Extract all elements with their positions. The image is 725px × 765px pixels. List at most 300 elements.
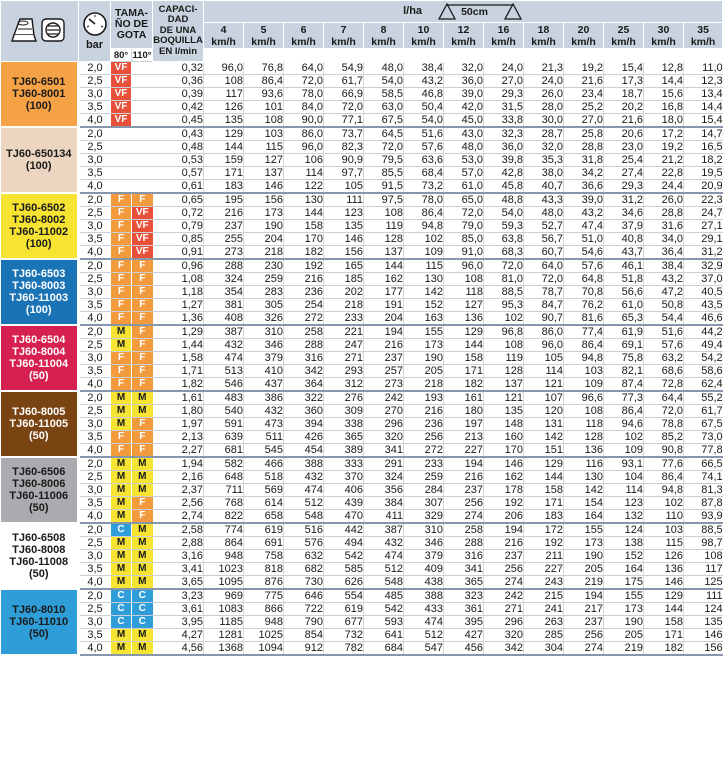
spacing-label: 50cm <box>461 5 488 18</box>
rate-value-8kmh: 67,5 <box>364 114 404 128</box>
rate-value-16kmh: 63,8 <box>484 233 524 246</box>
capacity-value: 1,61 <box>153 391 204 405</box>
rate-value-12kmh: 237 <box>444 484 484 497</box>
rate-value-7kmh: 66,9 <box>324 88 364 101</box>
rate-value-20kmh: 23,4 <box>564 88 604 101</box>
rate-value-6kmh: 192 <box>284 259 324 273</box>
speed-value: 16 <box>497 23 510 36</box>
rate-value-4kmh: 171 <box>204 167 244 180</box>
rate-value-10kmh: 216 <box>404 405 444 418</box>
capacity-value: 2,16 <box>153 471 204 484</box>
speed-value: 4 <box>220 23 227 36</box>
rate-value-12kmh: 57,0 <box>444 167 484 180</box>
rate-value-10kmh: 233 <box>404 457 444 471</box>
rate-value-35kmh: 111 <box>684 589 723 603</box>
table-row <box>1 378 723 392</box>
rate-value-4kmh: 582 <box>204 457 244 471</box>
rate-value-16kmh: 216 <box>484 537 524 550</box>
rate-value-6kmh: 394 <box>284 418 324 431</box>
rate-value-35kmh: 54,2 <box>684 352 723 365</box>
rate-value-35kmh: 146 <box>684 629 723 642</box>
pressure-value: 2,0 <box>79 259 111 273</box>
rate-value-7kmh: 105 <box>324 180 364 194</box>
rate-value-10kmh: 409 <box>404 563 444 576</box>
rate-value-12kmh: 61,0 <box>444 180 484 194</box>
rate-value-6kmh: 646 <box>284 589 324 603</box>
rate-value-10kmh: 438 <box>404 576 444 590</box>
rate-value-5kmh: 204 <box>244 233 284 246</box>
droplet-size-80: M <box>111 339 132 352</box>
rate-value-4kmh: 822 <box>204 510 244 524</box>
rate-value-30kmh: 94,8 <box>644 484 684 497</box>
rate-value-5kmh: 190 <box>244 220 284 233</box>
rate-value-35kmh: 124 <box>684 603 723 616</box>
rate-value-7kmh: 626 <box>324 576 364 590</box>
rate-value-18kmh: 151 <box>524 444 564 458</box>
rate-value-10kmh: 43,2 <box>404 75 444 88</box>
rate-value-35kmh: 66,5 <box>684 457 723 471</box>
pressure-value: 2,0 <box>79 325 111 339</box>
droplet-size-110 <box>132 141 153 154</box>
droplet-size-110: F <box>132 510 153 524</box>
rate-value-4kmh: 483 <box>204 391 244 405</box>
capacity-value: 1,94 <box>153 457 204 471</box>
pressure-value: 3,5 <box>79 233 111 246</box>
rate-value-35kmh: 12,3 <box>684 75 723 88</box>
capacity-value: 0,61 <box>153 180 204 194</box>
nozzle-model-label: TJ60-11002 <box>9 226 69 238</box>
rate-value-25kmh: 205 <box>604 629 644 642</box>
rate-value-16kmh: 42,8 <box>484 167 524 180</box>
table-row <box>1 154 723 167</box>
table-row <box>1 273 723 286</box>
rate-value-6kmh: 78,0 <box>284 88 324 101</box>
rate-value-30kmh: 50,8 <box>644 299 684 312</box>
rate-value-30kmh: 182 <box>644 642 684 656</box>
rate-value-25kmh: 61,9 <box>604 325 644 339</box>
speed-value: 35 <box>697 23 709 36</box>
rate-value-35kmh: 14,4 <box>684 101 723 114</box>
rate-value-6kmh: 144 <box>284 207 324 220</box>
rate-value-16kmh: 192 <box>484 497 524 510</box>
rate-value-35kmh: 40,5 <box>684 286 723 299</box>
nozzle-model-cell <box>1 589 79 655</box>
rate-value-20kmh: 28,8 <box>564 141 604 154</box>
rate-value-30kmh: 38,4 <box>644 259 684 273</box>
rate-value-7kmh: 97,7 <box>324 167 364 180</box>
rate-value-18kmh: 183 <box>524 510 564 524</box>
rate-value-7kmh: 218 <box>324 299 364 312</box>
droplet-size-110: M <box>132 523 153 537</box>
angle-110-header: 110° <box>132 49 152 61</box>
rate-value-35kmh: 62,4 <box>684 378 723 392</box>
rate-value-8kmh: 63,0 <box>364 101 404 114</box>
rate-value-8kmh: 474 <box>364 550 404 563</box>
rate-value-30kmh: 54,4 <box>644 312 684 326</box>
table-row <box>1 471 723 484</box>
table-row <box>1 259 723 273</box>
nozzle-model-label: (50) <box>28 370 49 382</box>
droplet-size-110: F <box>132 325 153 339</box>
rate-value-25kmh: 164 <box>604 563 644 576</box>
rate-value-25kmh: 31,2 <box>604 193 644 207</box>
rate-value-10kmh: 193 <box>404 391 444 405</box>
rate-value-35kmh: 125 <box>684 576 723 590</box>
nozzle-model-label: TJ60-11008 <box>9 556 69 568</box>
nozzle-model-label: TJ60-6502 <box>12 202 66 214</box>
rate-value-35kmh: 55,2 <box>684 391 723 405</box>
rate-value-25kmh: 29,3 <box>604 180 644 194</box>
table-row <box>1 207 723 220</box>
rate-value-5kmh: 127 <box>244 154 284 167</box>
rate-value-35kmh: 73,0 <box>684 431 723 444</box>
rate-value-7kmh: 542 <box>324 550 364 563</box>
droplet-size-110: F <box>132 193 153 207</box>
rate-value-12kmh: 108 <box>444 273 484 286</box>
rate-value-12kmh: 36,0 <box>444 75 484 88</box>
pressure-value: 4,0 <box>79 114 111 128</box>
rate-value-6kmh: 388 <box>284 457 324 471</box>
rate-value-10kmh: 155 <box>404 325 444 339</box>
rate-value-7kmh: 146 <box>324 233 364 246</box>
rate-value-7kmh: 293 <box>324 365 364 378</box>
rate-value-8kmh: 54,0 <box>364 75 404 88</box>
rate-value-16kmh: 274 <box>484 576 524 590</box>
droplet-header-line3: GOTA <box>116 29 147 41</box>
rate-value-20kmh: 39,0 <box>564 193 604 207</box>
rate-value-12kmh: 316 <box>444 550 484 563</box>
rate-value-5kmh: 545 <box>244 444 284 458</box>
rate-value-12kmh: 144 <box>444 339 484 352</box>
rate-value-8kmh: 108 <box>364 207 404 220</box>
rate-value-10kmh: 259 <box>404 471 444 484</box>
capacity-value: 0,57 <box>153 167 204 180</box>
speed-header-5 <box>244 23 284 49</box>
rate-value-10kmh: 38,4 <box>404 62 444 75</box>
speed-header-8 <box>364 23 404 49</box>
rate-value-6kmh: 516 <box>284 523 324 537</box>
rate-value-6kmh: 576 <box>284 537 324 550</box>
droplet-size-110 <box>132 180 153 194</box>
capacity-header-line1: CAPACI- <box>158 3 198 15</box>
pressure-value: 2,5 <box>79 75 111 88</box>
table-row <box>1 299 723 312</box>
rate-value-16kmh: 68,3 <box>484 246 524 260</box>
capacity-header-line3: DE UNA <box>159 24 197 36</box>
rate-value-16kmh: 320 <box>484 629 524 642</box>
rate-value-20kmh: 108 <box>564 405 604 418</box>
rate-value-25kmh: 87,4 <box>604 378 644 392</box>
table-row <box>1 510 723 524</box>
table-row <box>1 127 723 141</box>
pressure-gauge-icon <box>82 11 108 37</box>
rate-value-4kmh: 129 <box>204 127 244 141</box>
rate-value-30kmh: 86,4 <box>644 471 684 484</box>
rate-value-20kmh: 36,6 <box>564 180 604 194</box>
droplet-size-80: M <box>111 537 132 550</box>
speed-header-6 <box>284 23 324 49</box>
rate-value-6kmh: 548 <box>284 510 324 524</box>
rate-value-10kmh: 46,8 <box>404 88 444 101</box>
rate-value-20kmh: 237 <box>564 616 604 629</box>
rate-value-12kmh: 274 <box>444 510 484 524</box>
rate-value-12kmh: 197 <box>444 418 484 431</box>
rate-value-4kmh: 969 <box>204 589 244 603</box>
rate-value-18kmh: 172 <box>524 523 564 537</box>
rate-value-20kmh: 86,4 <box>564 339 604 352</box>
droplet-size-80 <box>111 154 132 167</box>
rate-value-35kmh: 46,6 <box>684 312 723 326</box>
rate-value-12kmh: 53,0 <box>444 154 484 167</box>
droplet-size-80: M <box>111 457 132 471</box>
rate-value-30kmh: 34,0 <box>644 233 684 246</box>
rate-value-20kmh: 142 <box>564 484 604 497</box>
droplet-size-80: F <box>111 444 132 458</box>
rate-value-35kmh: 15,4 <box>684 114 723 128</box>
droplet-size-110 <box>132 127 153 141</box>
rate-value-12kmh: 256 <box>444 497 484 510</box>
rate-value-7kmh: 233 <box>324 312 364 326</box>
rate-value-5kmh: 614 <box>244 497 284 510</box>
rate-value-16kmh: 72,0 <box>484 259 524 273</box>
rate-value-5kmh: 758 <box>244 550 284 563</box>
table-row <box>1 75 723 88</box>
rate-value-16kmh: 194 <box>484 523 524 537</box>
rate-value-30kmh: 72,0 <box>644 405 684 418</box>
rate-value-7kmh: 82,3 <box>324 141 364 154</box>
rate-value-25kmh: 155 <box>604 589 644 603</box>
rate-value-12kmh: 96,0 <box>444 259 484 273</box>
rate-value-4kmh: 768 <box>204 497 244 510</box>
capacity-value: 0,43 <box>153 127 204 141</box>
nozzle-model-label: (100) <box>25 100 52 112</box>
rate-value-12kmh: 395 <box>444 616 484 629</box>
droplet-size-80: F <box>111 193 132 207</box>
rate-value-8kmh: 97,5 <box>364 193 404 207</box>
rate-value-35kmh: 22,3 <box>684 193 723 207</box>
rate-value-10kmh: 57,6 <box>404 141 444 154</box>
capacity-value: 0,72 <box>153 207 204 220</box>
capacity-value: 2,74 <box>153 510 204 524</box>
rate-value-35kmh: 32,9 <box>684 259 723 273</box>
rate-value-4kmh: 681 <box>204 444 244 458</box>
speed-header-35 <box>684 23 723 49</box>
capacity-value: 2,56 <box>153 497 204 510</box>
rate-value-10kmh: 329 <box>404 510 444 524</box>
rate-value-7kmh: 370 <box>324 471 364 484</box>
rate-value-4kmh: 273 <box>204 246 244 260</box>
table-row <box>1 537 723 550</box>
rate-value-25kmh: 34,6 <box>604 207 644 220</box>
rate-value-4kmh: 183 <box>204 180 244 194</box>
pressure-value: 2,0 <box>79 391 111 405</box>
rate-value-4kmh: 324 <box>204 273 244 286</box>
rate-value-6kmh: 114 <box>284 167 324 180</box>
rate-value-5kmh: 1025 <box>244 629 284 642</box>
capacity-value: 0,42 <box>153 101 204 114</box>
rate-value-7kmh: 202 <box>324 286 364 299</box>
rate-value-20kmh: 34,2 <box>564 167 604 180</box>
rate-value-5kmh: 948 <box>244 616 284 629</box>
rate-value-20kmh: 136 <box>564 444 604 458</box>
rate-value-12kmh: 42,0 <box>444 101 484 114</box>
droplet-size-110: M <box>132 457 153 471</box>
droplet-size-80: M <box>111 325 132 339</box>
droplet-size-80: F <box>111 378 132 392</box>
droplet-size-110: F <box>132 299 153 312</box>
nozzle-model-label: TJ60-8003 <box>12 280 66 292</box>
droplet-size-110: C <box>132 603 153 616</box>
rate-value-6kmh: 474 <box>284 484 324 497</box>
droplet-size-110 <box>132 88 153 101</box>
rate-value-16kmh: 54,0 <box>484 207 524 220</box>
rate-value-8kmh: 216 <box>364 339 404 352</box>
rate-value-10kmh: 346 <box>404 537 444 550</box>
rate-value-16kmh: 148 <box>484 418 524 431</box>
rate-value-20kmh: 47,4 <box>564 220 604 233</box>
rate-value-18kmh: 48,0 <box>524 207 564 220</box>
nozzle-model-label: TJ60-650134 <box>6 148 72 160</box>
rate-value-12kmh: 136 <box>444 312 484 326</box>
rate-value-6kmh: 84,0 <box>284 101 324 114</box>
pressure-value: 2,0 <box>79 193 111 207</box>
rate-value-30kmh: 144 <box>644 603 684 616</box>
nozzle-model-label: TJ60-6504 <box>12 334 66 346</box>
rate-value-18kmh: 28,0 <box>524 101 564 114</box>
nozzle-model-label: TJ60-8005 <box>12 406 66 418</box>
droplet-size-110: M <box>132 537 153 550</box>
rate-value-18kmh: 35,3 <box>524 154 564 167</box>
speed-header-25 <box>604 23 644 49</box>
rate-value-16kmh: 24,0 <box>484 62 524 75</box>
capacity-value: 0,96 <box>153 259 204 273</box>
droplet-size-80: VF <box>111 88 132 101</box>
droplet-size-110: VF <box>132 220 153 233</box>
rate-value-7kmh: 782 <box>324 642 364 656</box>
rate-value-7kmh: 470 <box>324 510 364 524</box>
nozzle-model-label: TJ60-11006 <box>9 490 69 502</box>
table-row <box>1 629 723 642</box>
rate-value-7kmh: 247 <box>324 339 364 352</box>
rate-value-18kmh: 78,7 <box>524 286 564 299</box>
rate-value-10kmh: 152 <box>404 299 444 312</box>
speed-value: 18 <box>537 23 550 36</box>
rate-value-8kmh: 237 <box>364 352 404 365</box>
rate-value-7kmh: 271 <box>324 352 364 365</box>
rate-value-4kmh: 540 <box>204 405 244 418</box>
droplet-size-80: M <box>111 576 132 590</box>
rate-value-30kmh: 146 <box>644 576 684 590</box>
rate-value-18kmh: 105 <box>524 352 564 365</box>
rate-value-30kmh: 31,6 <box>644 220 684 233</box>
rate-value-4kmh: 1083 <box>204 603 244 616</box>
rate-value-5kmh: 691 <box>244 537 284 550</box>
rate-value-30kmh: 21,2 <box>644 154 684 167</box>
rate-value-5kmh: 619 <box>244 523 284 537</box>
rate-value-6kmh: 730 <box>284 576 324 590</box>
nozzle-model-label: TJ60-6506 <box>12 466 66 478</box>
rate-value-18kmh: 86,0 <box>524 325 564 339</box>
droplet-size-80: M <box>111 405 132 418</box>
rate-value-6kmh: 360 <box>284 405 324 418</box>
rate-value-10kmh: 190 <box>404 352 444 365</box>
droplet-size-110: M <box>132 576 153 590</box>
rate-value-18kmh: 56,7 <box>524 233 564 246</box>
table-row <box>1 550 723 563</box>
rate-value-5kmh: 1094 <box>244 642 284 656</box>
rate-value-10kmh: 236 <box>404 418 444 431</box>
table-row <box>1 444 723 458</box>
rate-value-35kmh: 87,8 <box>684 497 723 510</box>
rate-value-4kmh: 1281 <box>204 629 244 642</box>
rate-value-12kmh: 43,0 <box>444 127 484 141</box>
droplet-size-80: F <box>111 220 132 233</box>
rate-value-8kmh: 296 <box>364 418 404 431</box>
droplet-size-80: M <box>111 563 132 576</box>
speed-header-30 <box>644 23 684 49</box>
rate-value-18kmh: 26,0 <box>524 88 564 101</box>
speed-unit: km/h <box>251 35 276 48</box>
rate-value-35kmh: 58,6 <box>684 365 723 378</box>
rate-value-5kmh: 432 <box>244 405 284 418</box>
rate-value-12kmh: 91,0 <box>444 246 484 260</box>
droplet-size-80: VF <box>111 75 132 88</box>
pressure-value: 3,0 <box>79 352 111 365</box>
rate-value-35kmh: 49,4 <box>684 339 723 352</box>
rate-value-16kmh: 146 <box>484 457 524 471</box>
nozzle-model-label: TJ60-8006 <box>12 478 66 490</box>
droplet-size-110: F <box>132 259 153 273</box>
rate-value-5kmh: 386 <box>244 391 284 405</box>
capacity-value: 2,37 <box>153 484 204 497</box>
rate-value-5kmh: 103 <box>244 127 284 141</box>
rate-value-25kmh: 86,4 <box>604 405 644 418</box>
droplet-size-110: C <box>132 616 153 629</box>
rate-value-16kmh: 119 <box>484 352 524 365</box>
rate-value-18kmh: 129 <box>524 457 564 471</box>
speed-unit: km/h <box>451 35 476 48</box>
rate-value-35kmh: 67,5 <box>684 418 723 431</box>
rate-value-6kmh: 364 <box>284 378 324 392</box>
capacity-value: 0,91 <box>153 246 204 260</box>
rate-value-7kmh: 61,7 <box>324 75 364 88</box>
rate-value-10kmh: 256 <box>404 431 444 444</box>
rate-value-12kmh: 72,0 <box>444 207 484 220</box>
rate-value-16kmh: 45,8 <box>484 180 524 194</box>
capacity-value: 2,13 <box>153 431 204 444</box>
rate-value-7kmh: 276 <box>324 391 364 405</box>
rate-value-30kmh: 24,4 <box>644 180 684 194</box>
speed-unit: km/h <box>371 35 396 48</box>
rate-value-12kmh: 180 <box>444 405 484 418</box>
rate-value-18kmh: 120 <box>524 405 564 418</box>
rate-value-25kmh: 20,2 <box>604 101 644 114</box>
table-row <box>1 62 723 75</box>
speed-value: 12 <box>457 23 470 36</box>
rate-value-10kmh: 284 <box>404 484 444 497</box>
rate-value-7kmh: 135 <box>324 220 364 233</box>
rate-value-4kmh: 1023 <box>204 563 244 576</box>
rate-value-7kmh: 406 <box>324 484 364 497</box>
rate-value-18kmh: 192 <box>524 537 564 550</box>
pressure-value: 2,5 <box>79 537 111 550</box>
rate-value-5kmh: 876 <box>244 576 284 590</box>
rate-value-18kmh: 24,0 <box>524 75 564 88</box>
speed-unit: km/h <box>571 35 596 48</box>
droplet-size-80 <box>111 180 132 194</box>
rate-value-20kmh: 31,8 <box>564 154 604 167</box>
rate-value-7kmh: 111 <box>324 193 364 207</box>
